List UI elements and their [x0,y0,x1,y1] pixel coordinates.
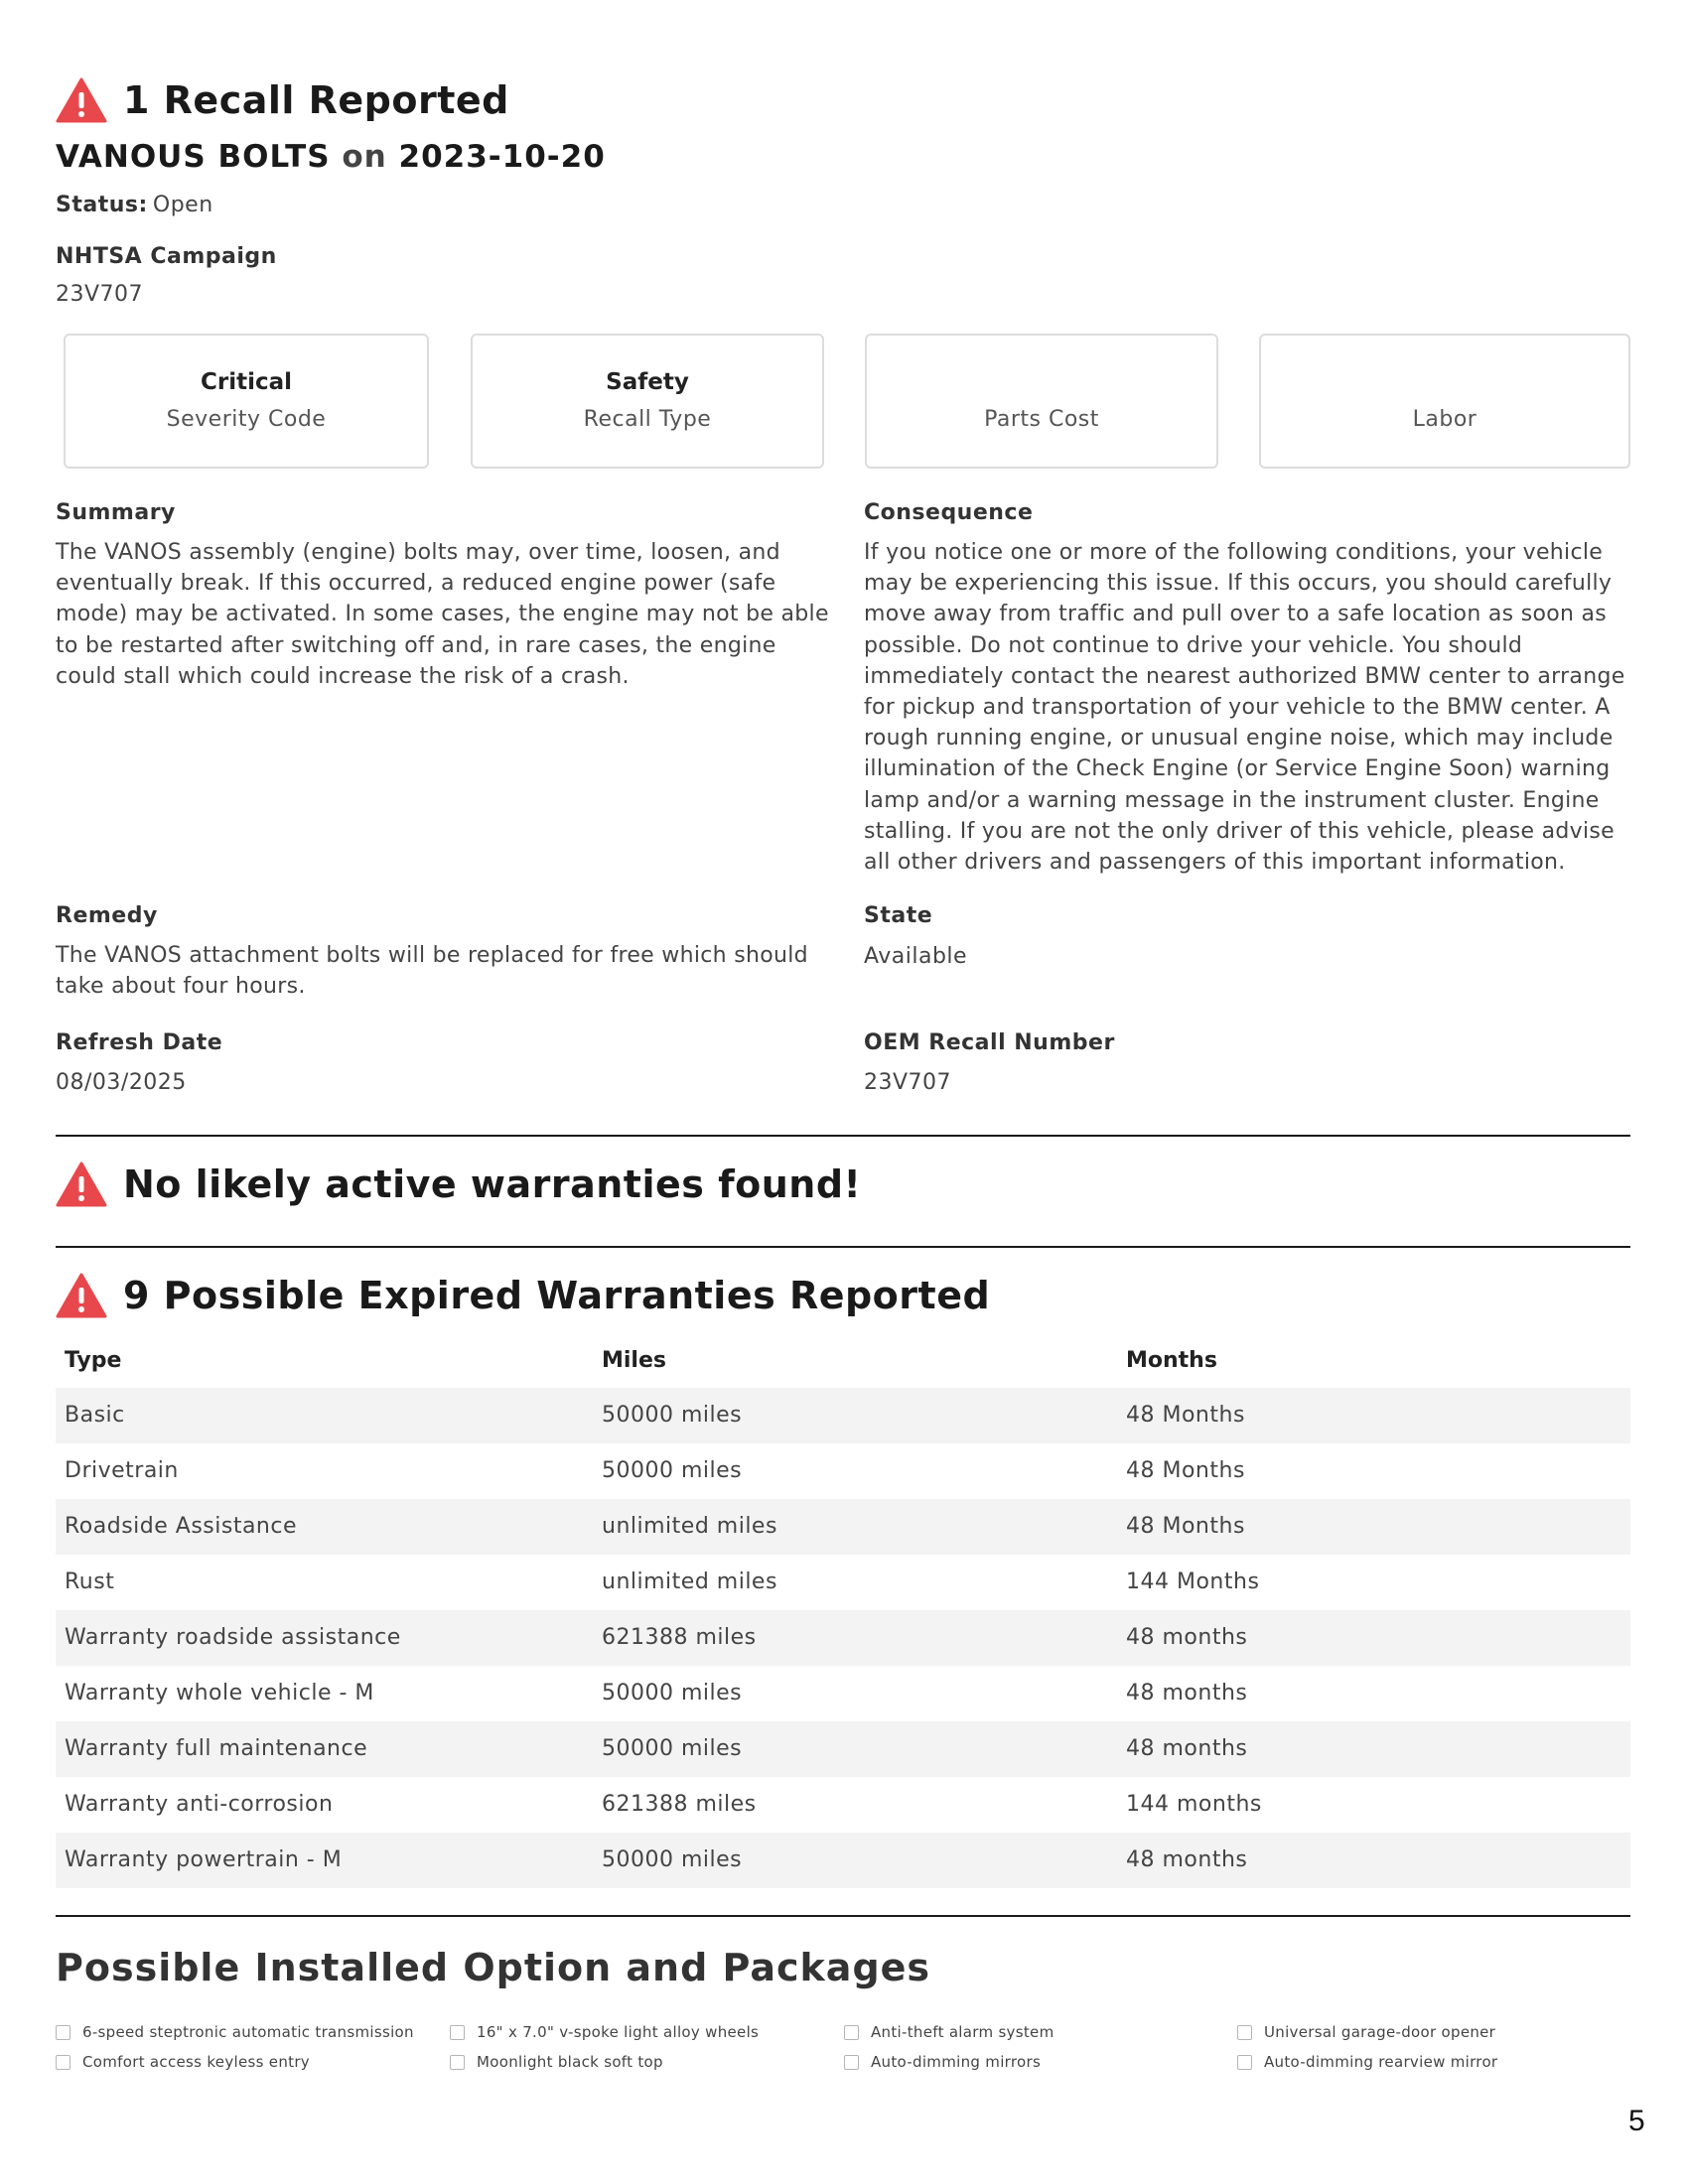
cell-months: 48 Months [1126,1514,1245,1539]
oem-value: 23V707 [864,1070,952,1095]
card-subtitle: Labor [1412,407,1477,432]
section-divider [56,1135,1630,1137]
campaign-value: 23V707 [56,282,144,307]
consequence-line: all other drivers and passengers of this important information. [864,850,1566,876]
cell-type: Drivetrain [65,1458,179,1483]
option-label: Auto-dimming mirrors [871,2053,1042,2071]
remedy-text [56,940,840,1002]
header-miles: Miles [602,1348,666,1373]
option-label: Universal garage-door opener [1264,2023,1496,2041]
table-row [56,1555,1630,1610]
card-title: Safety [606,369,689,395]
cell-months: 48 months [1126,1847,1248,1872]
cell-miles: 50000 miles [602,1403,743,1428]
recall-header [56,77,509,123]
table-row [56,1833,1630,1888]
labor-card [1259,334,1630,469]
cell-months: 48 months [1126,1681,1248,1706]
option-item [844,2023,1054,2041]
cell-type: Warranty whole vehicle - M [65,1681,374,1706]
card-subtitle: Parts Cost [984,407,1099,432]
cell-type: Warranty full maintenance [65,1736,368,1761]
warning-icon [56,1273,107,1318]
section-divider [56,1246,1630,1248]
section-divider [56,1915,1630,1917]
summary-text [56,537,840,692]
consequence-line: immediately contact the nearest authorized BMW center to arrange [864,663,1625,689]
cell-months: 48 months [1126,1625,1248,1650]
campaign-label: NHTSA Campaign [56,244,277,269]
checkbox[interactable] [56,2055,70,2070]
cell-miles: unlimited miles [602,1570,777,1594]
consequence-label: Consequence [864,500,1034,525]
table-row [56,1443,1630,1499]
table-row [56,1610,1630,1666]
option-label: Anti-theft alarm system [871,2023,1055,2041]
recall-subject: VANOUS BOLTS [56,139,331,175]
recall-status [56,193,213,217]
cell-months: 144 Months [1126,1570,1260,1594]
summary-line: could stall which could increase the risk of a crash. [56,663,630,689]
active-warranty-title: No likely active warranties found! [123,1162,862,1206]
cell-type: Warranty roadside assistance [65,1625,401,1650]
recall-subject-line [56,139,606,175]
remedy-label: Remedy [56,903,158,928]
consequence-line: illumination of the Check Engine (or Service Engine Soon) warning [864,756,1611,782]
option-label: Auto-dimming rearview mirror [1264,2053,1498,2071]
checkbox[interactable] [56,2025,70,2040]
parts-cost-card [865,334,1218,469]
table-row [56,1388,1630,1443]
state-value: Available [864,944,968,969]
summary-label: Summary [56,500,176,525]
consequence-line: If you notice one or more of the following conditions, your vehicle [864,540,1604,565]
consequence-line: possible. Do not continue to drive your vehicle. You should [864,632,1523,658]
consequence-line: lamp and/or a warning message in the instrument cluster. Engine [864,787,1600,813]
page-number: 5 [1628,2105,1645,2137]
cell-miles: 621388 miles [602,1625,757,1650]
cell-type: Rust [65,1570,115,1594]
consequence-line: may be experiencing this issue. If this occurs, you should carefully [864,571,1613,597]
checkbox[interactable] [450,2055,465,2070]
cell-type: Roadside Assistance [65,1514,298,1539]
remedy-line: The VANOS attachment bolts will be replaced for free which should [56,943,808,968]
summary-line: eventually break. If this occurred, a reduced engine power (safe [56,571,776,597]
cell-type: Basic [65,1403,125,1428]
recall-on-word: on [342,139,387,175]
table-row [56,1499,1630,1555]
cell-miles: 621388 miles [602,1792,757,1817]
cell-type: Warranty anti-corrosion [65,1792,334,1817]
table-header [56,1340,1630,1388]
summary-line: to be restarted after switching off and, in rare cases, the engine [56,632,776,658]
cell-months: 48 Months [1126,1403,1245,1428]
card-title: Critical [200,369,293,395]
option-item [1237,2023,1495,2041]
option-label: Moonlight black soft top [477,2053,663,2071]
remedy-line: take about four hours. [56,974,306,1000]
option-label: 16" x 7.0" v-spoke light alloy wheels [477,2023,760,2041]
status-label: Status: [56,193,148,217]
state-label: State [864,903,933,928]
option-item [450,2053,663,2071]
recall-type-card [471,334,824,469]
warning-icon [56,77,107,123]
cell-miles: 50000 miles [602,1458,743,1483]
card-subtitle: Recall Type [583,407,712,432]
cell-months: 48 months [1126,1736,1248,1761]
option-label: 6-speed steptronic automatic transmission [82,2023,414,2041]
expired-warranty-title: 9 Possible Expired Warranties Reported [123,1274,991,1317]
option-label: Comfort access keyless entry [82,2053,310,2071]
checkbox[interactable] [844,2055,859,2070]
expired-warranty-header [56,1273,990,1318]
refresh-label: Refresh Date [56,1030,223,1055]
cell-miles: 50000 miles [602,1736,743,1761]
cell-months: 144 months [1126,1792,1262,1817]
cell-months: 48 Months [1126,1458,1245,1483]
summary-line: mode) may be activated. In some cases, the engine may not be able [56,602,829,627]
option-item [56,2053,310,2071]
active-warranty-header [56,1161,861,1207]
table-row [56,1721,1630,1777]
checkbox[interactable] [844,2025,859,2040]
refresh-value: 08/03/2025 [56,1070,187,1095]
recall-title: 1 Recall Reported [123,78,509,122]
consequence-line: stalling. If you are not the only driver of this vehicle, please advise [864,818,1616,844]
option-item [844,2053,1041,2071]
cell-type: Warranty powertrain - M [65,1847,343,1872]
table-row [56,1666,1630,1721]
option-item [1237,2053,1497,2071]
consequence-line: for pickup and transportation of your vehicle to the BMW center. A [864,695,1611,721]
header-months: Months [1126,1348,1217,1373]
checkbox[interactable] [450,2025,465,2040]
consequence-text [864,537,1630,878]
oem-label: OEM Recall Number [864,1030,1115,1055]
card-subtitle: Severity Code [166,407,327,432]
option-item [450,2023,759,2041]
checkbox[interactable] [1237,2025,1252,2040]
cell-miles: 50000 miles [602,1847,743,1872]
warning-icon [56,1161,107,1207]
severity-card [64,334,429,469]
table-row [56,1777,1630,1833]
cell-miles: unlimited miles [602,1514,777,1539]
recall-date: 2023-10-20 [398,139,606,175]
header-type: Type [65,1348,122,1373]
status-value: Open [152,193,213,217]
option-item [56,2023,414,2041]
cell-miles: 50000 miles [602,1681,743,1706]
checkbox[interactable] [1237,2055,1252,2070]
expired-warranty-table [56,1340,1630,1888]
consequence-line: rough running engine, or unusual engine noise, which may include [864,726,1614,751]
options-title: Possible Installed Option and Packages [56,1946,931,1989]
summary-line: The VANOS assembly (engine) bolts may, over time, loosen, and [56,540,780,565]
consequence-line: move away from traffic and pull over to a safe location as soon as [864,602,1608,627]
